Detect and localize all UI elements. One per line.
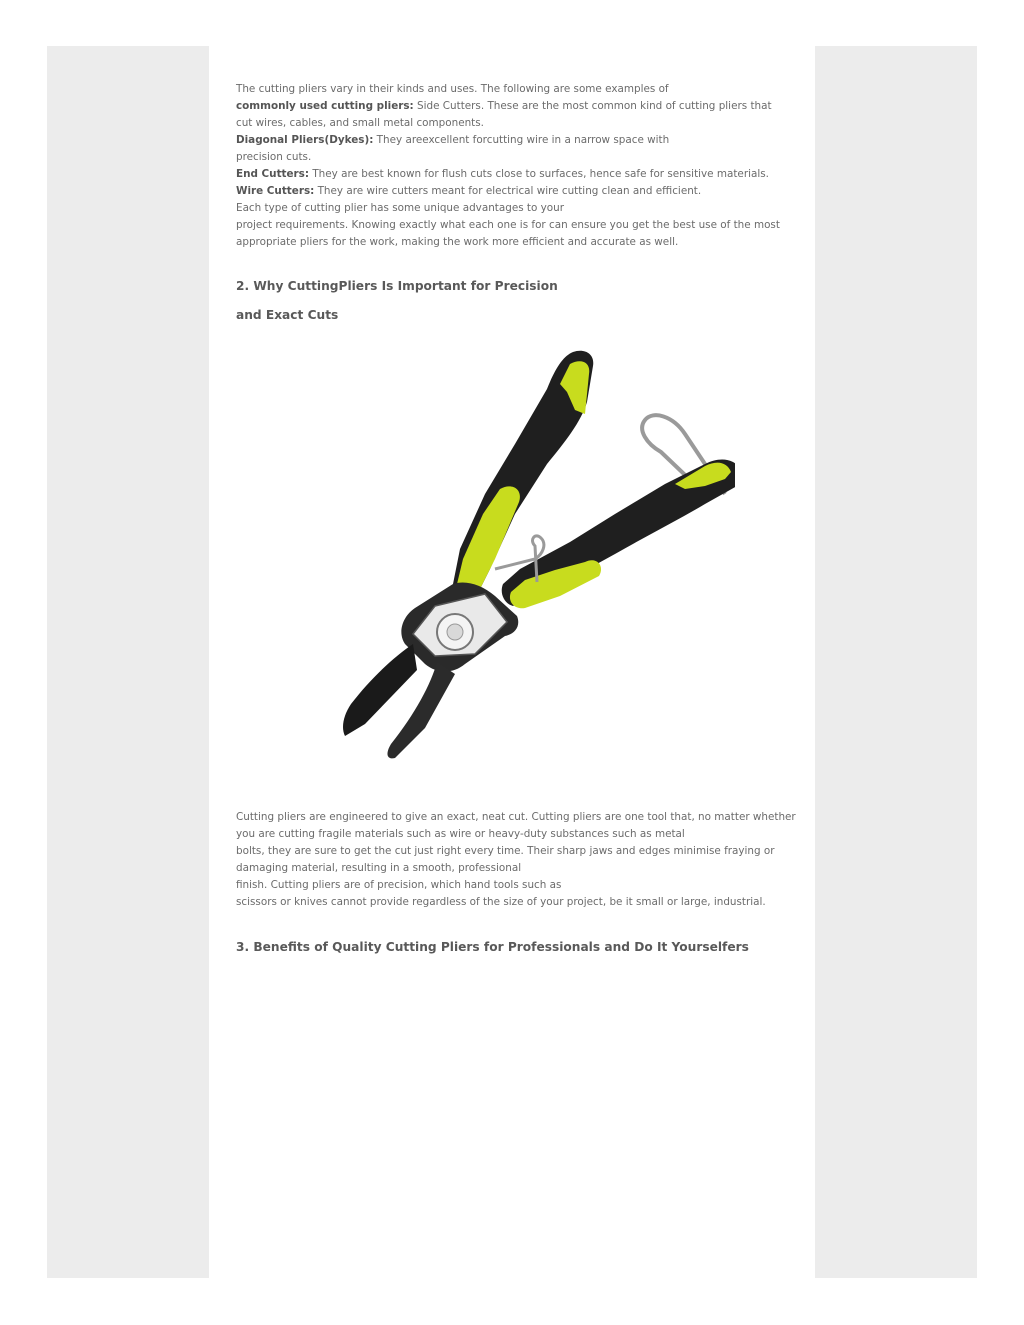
body-line: damaging material, resulting in a smooth, professional	[236, 862, 522, 874]
intro-line: appropriate pliers for the work, making the work more efficient and accurate as well.	[236, 236, 679, 248]
bold-term: commonly used cutting pliers:	[236, 100, 414, 112]
section-heading-2-line1: 2. Why CuttingPliers Is Important for Precision	[236, 279, 558, 293]
intro-line	[236, 183, 796, 200]
bold-term: Wire Cutters:	[236, 185, 315, 197]
intro-line: Each type of cutting plier has some unique advantages to your	[236, 202, 565, 214]
body-line: finish. Cutting pliers are of precision, which hand tools such as	[236, 879, 562, 891]
jaw-left	[343, 644, 417, 736]
intro-line	[236, 132, 796, 149]
precision-paragraph	[236, 809, 796, 911]
intro-line	[236, 166, 796, 183]
cutting-pliers-image	[285, 344, 735, 774]
body-line: bolts, they are sure to get the cut just right every time. Their sharp jaws and edges minimise fraying or	[236, 845, 775, 857]
term-description: They are wire cutters meant for electrical wire cutting clean and efficient.	[314, 185, 702, 197]
bold-term: Diagonal Pliers(Dykes):	[236, 134, 374, 146]
intro-line: cut wires, cables, and small metal components.	[236, 117, 484, 129]
section-heading-3: 3. Benefits of Quality Cutting Pliers for Professionals and Do It Yourselfers	[236, 940, 749, 954]
term-description: They are best known for flush cuts close to surfaces, hence safe for sensitive materials.	[309, 168, 769, 180]
body-line: you are cutting fragile materials such as wire or heavy-duty substances such as metal	[236, 828, 685, 840]
bold-term: End Cutters:	[236, 168, 310, 180]
section-heading-2-line2: and Exact Cuts	[236, 308, 339, 322]
intro-line	[236, 98, 796, 115]
document-page	[209, 46, 815, 1278]
intro-line: The cutting pliers vary in their kinds and uses. The following are some examples of	[236, 83, 669, 95]
body-line: Cutting pliers are engineered to give an exact, neat cut. Cutting pliers are one tool that, no matter whether	[236, 811, 796, 823]
body-line: scissors or knives cannot provide regardless of the size of your project, be it small or large, industrial.	[236, 896, 766, 908]
intro-paragraph	[236, 81, 796, 251]
intro-line: project requirements. Knowing exactly what each one is for can ensure you get the best use of the most	[236, 219, 780, 231]
intro-line: precision cuts.	[236, 151, 312, 163]
term-description: Side Cutters. These are the most common kind of cutting pliers that	[413, 100, 772, 112]
term-description: They areexcellent forcutting wire in a narrow space with	[373, 134, 670, 146]
